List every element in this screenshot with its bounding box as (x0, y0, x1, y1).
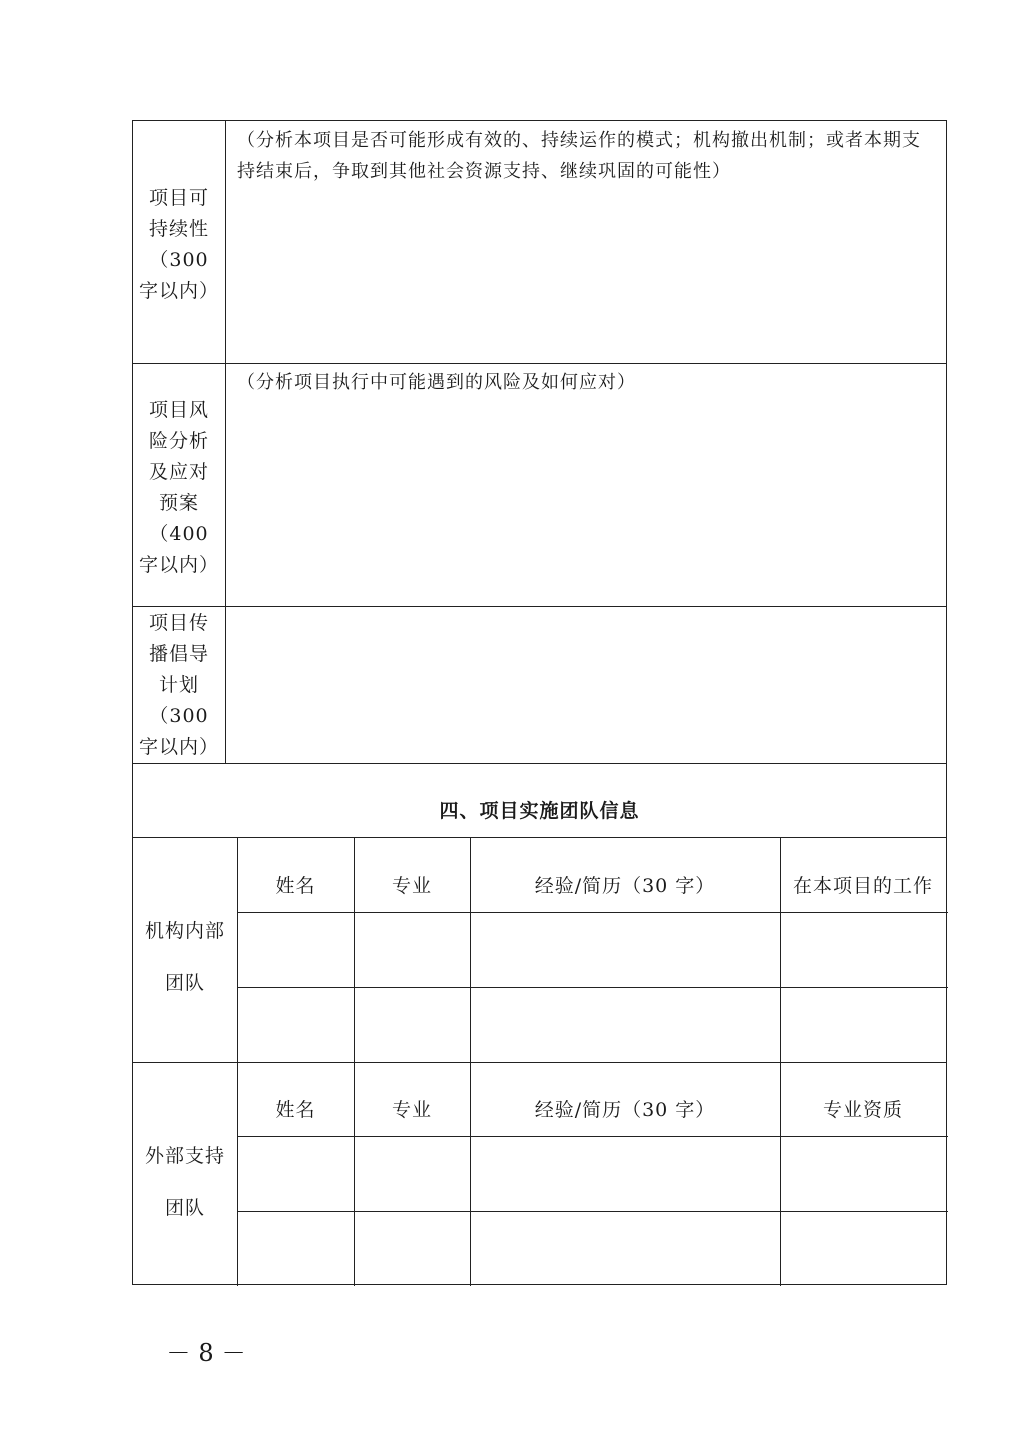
internal-team-label: 机构内部 团队 (144, 920, 225, 994)
page-number: －8－ (166, 1339, 254, 1367)
sustainability-row (133, 121, 946, 363)
risk-analysis-hint: （分析项目执行中可能遇到的风险及如何应对） (237, 372, 636, 393)
sustainability-label: 项目可 持续性 （300 字以内） (138, 187, 219, 302)
risk-analysis-label: 项目风 险分析 及应对 预案 （400 字以内） (138, 399, 219, 576)
communication-plan-label: 项目传 播倡导 计划 （300 字以内） (138, 612, 219, 758)
internal-header-role: 在本项目的工作 (792, 875, 933, 897)
external-team-label: 外部支持 团队 (144, 1145, 225, 1219)
risk-analysis-row (133, 363, 946, 606)
internal-header-major: 专业 (391, 875, 432, 897)
external-header-qualification: 专业资质 (822, 1099, 903, 1121)
external-header-major: 专业 (391, 1099, 432, 1121)
grid-divider (237, 987, 948, 988)
application-form-table (132, 120, 947, 1285)
sustainability-hint: （分析本项目是否可能形成有效的、持续运作的模式；机构撤出机制；或者本期支持结束后，争取到其他社会资源支持、继续巩固的可能性） (237, 130, 921, 182)
grid-divider (237, 1211, 948, 1212)
row-divider (133, 763, 946, 764)
grid-divider (237, 912, 948, 913)
external-header-name: 姓名 (275, 1099, 316, 1121)
internal-header-experience: 经验/简历（30 字） (534, 875, 716, 897)
communication-plan-row (133, 606, 946, 763)
grid-divider (237, 1136, 948, 1137)
row-divider (133, 837, 946, 838)
team-section-title: 四、项目实施团队信息 (439, 800, 640, 822)
row-divider (133, 1062, 946, 1063)
external-header-experience: 经验/简历（30 字） (534, 1099, 716, 1121)
internal-header-name: 姓名 (275, 875, 316, 897)
